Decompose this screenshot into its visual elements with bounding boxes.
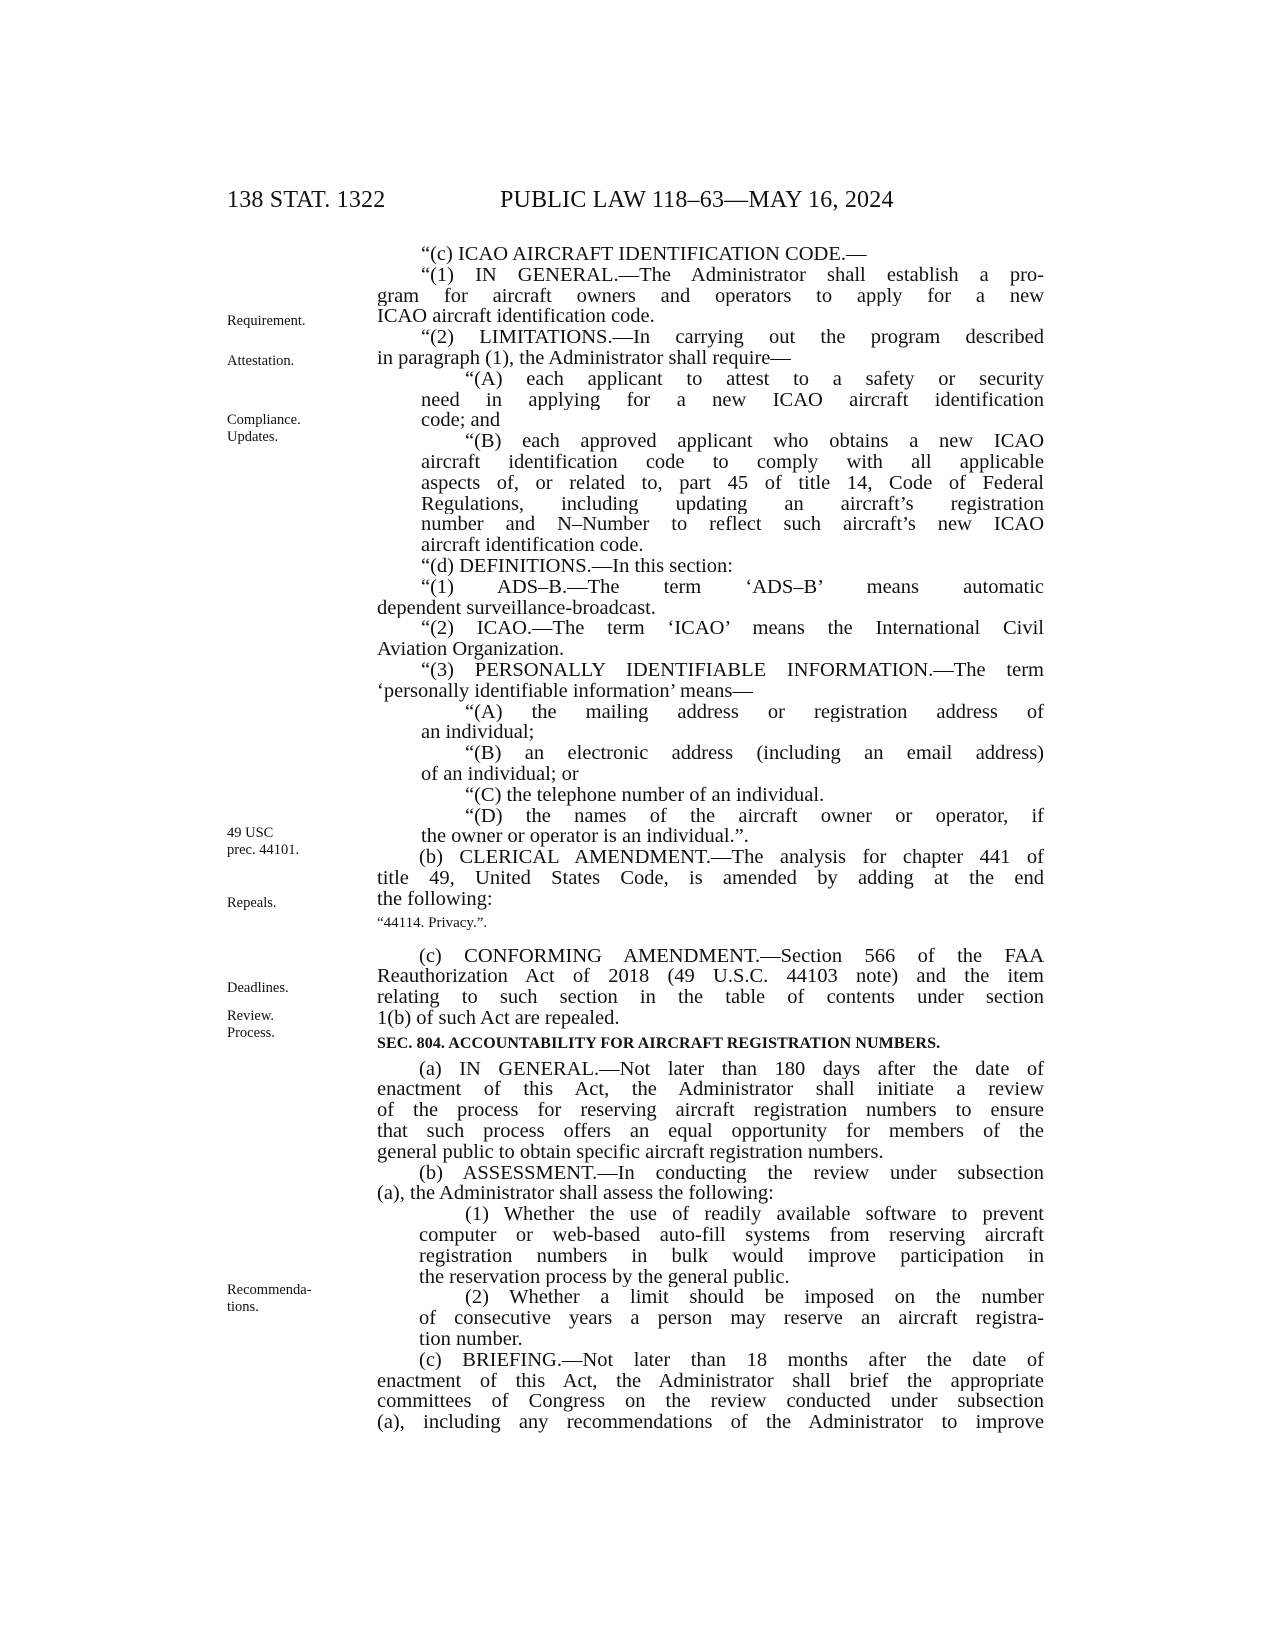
text-line: aircraft identification code.	[421, 535, 644, 556]
margin-note-recommendations-cont: tions.	[227, 1299, 259, 1315]
statute-body	[377, 244, 1044, 1433]
text-line: general public to obtain specific aircraft registration numbers.	[377, 1141, 884, 1163]
text-line: (2) Whether a limit should be imposed on the number	[465, 1287, 1044, 1309]
page-title: PUBLIC LAW 118–63—MAY 16, 2024	[500, 187, 894, 213]
text-line: (a) IN GENERAL.—Not later than 180 days after the date of	[419, 1058, 1044, 1080]
text-line: Aviation Organization.	[377, 639, 565, 660]
margin-note-requirement: Requirement.	[227, 313, 306, 329]
text-line: “(d) DEFINITIONS.—In this section:	[421, 555, 734, 577]
text-line: computer or web-based auto-fill systems from reserving aircraft	[419, 1225, 1044, 1246]
text-line: (c) CONFORMING AMENDMENT.—Section 566 of the FAA	[419, 945, 1044, 967]
text-line: in paragraph (1), the Administrator shall require—	[377, 347, 791, 369]
margin-note-usc-section: prec. 44101.	[227, 842, 300, 858]
text-line: of consecutive years a person may reserve an aircraft registra-	[419, 1308, 1044, 1330]
text-line: “(C) the telephone number of an individual.	[465, 784, 825, 806]
text-line: “(2) LIMITATIONS.—In carrying out the program described	[421, 327, 1044, 348]
text-line: “(A) the mailing address or registration address of	[465, 701, 1044, 723]
text-line: ICAO aircraft identification code.	[377, 306, 655, 328]
margin-note-review: Review.	[227, 1008, 274, 1024]
text-line: gram for aircraft owners and operators to apply for a new	[377, 285, 1044, 307]
text-line: need in applying for a new ICAO aircraft identification	[421, 389, 1044, 411]
text-line: tion number.	[419, 1329, 523, 1350]
text-line: “(c) ICAO AIRCRAFT IDENTIFICATION CODE.—	[421, 244, 867, 265]
text-line: that such process offers an equal opportunity for members of the	[377, 1121, 1044, 1142]
text-line: (c) BRIEFING.—Not later than 18 months after the date of	[419, 1349, 1044, 1371]
text-line: the reservation process by the general public.	[419, 1266, 790, 1288]
text-line: an individual;	[421, 722, 535, 744]
text-line: (b) CLERICAL AMENDMENT.—The analysis for chapter 441 of	[419, 847, 1044, 868]
text-line: Reauthorization Act of 2018 (49 U.S.C. 44103 note) and the item	[377, 966, 1044, 988]
text-line: aspects of, or related to, part 45 of title 14, Code of Federal	[421, 472, 1044, 494]
margin-note-process: Process.	[227, 1025, 275, 1041]
margin-note-repeals: Repeals.	[227, 895, 277, 911]
text-line: ‘personally identifiable information’ means—	[377, 680, 753, 702]
text-line: “(1) IN GENERAL.—The Administrator shall establish a pro-	[421, 264, 1044, 286]
text-line: “(1) ADS–B.—The term ‘ADS–B’ means automatic	[421, 576, 1044, 598]
text-line: “(D) the names of the aircraft owner or operator, if	[465, 805, 1044, 827]
text-line: aircraft identification code to comply with all applicable	[421, 451, 1044, 473]
margin-note-deadlines: Deadlines.	[227, 980, 289, 996]
text-line-small: “44114. Privacy.”.	[377, 914, 488, 931]
text-line: (a), the Administrator shall assess the following:	[377, 1183, 774, 1205]
text-line: “(2) ICAO.—The term ‘ICAO’ means the International Civil	[421, 618, 1044, 640]
text-line: “(A) each applicant to attest to a safety or security	[465, 368, 1044, 390]
text-line: dependent surveillance-broadcast.	[377, 597, 656, 619]
text-line: relating to such section in the table of contents under section	[377, 987, 1044, 1008]
margin-note-attestation: Attestation.	[227, 353, 295, 369]
text-line: number and N–Number to reflect such aircraft’s new ICAO	[421, 514, 1044, 536]
text-line: (1) Whether the use of readily available software to prevent	[465, 1204, 1044, 1226]
text-line: the owner or operator is an individual.”.	[421, 826, 749, 848]
text-line: “(3) PERSONALLY IDENTIFIABLE INFORMATION.—The term	[421, 659, 1044, 681]
margin-note-usc: 49 USC	[227, 825, 274, 841]
text-line: title 49, United States Code, is amended by adding at the end	[377, 867, 1044, 889]
text-line: “(B) each approved applicant who obtains a new ICAO	[465, 431, 1044, 452]
margin-note-updates: Updates.	[227, 429, 279, 445]
margin-note-recommendations: Recommenda-	[227, 1282, 312, 1298]
text-line: “(B) an electronic address (including an email address)	[465, 743, 1044, 764]
text-line: of the process for reserving aircraft registration numbers to ensure	[377, 1100, 1044, 1122]
text-line: Regulations, including updating an aircraft’s registration	[421, 493, 1044, 515]
page-reference: 138 STAT. 1322	[227, 187, 386, 213]
text-line: registration numbers in bulk would improve participation in	[419, 1245, 1044, 1267]
margin-note-compliance: Compliance.	[227, 412, 301, 428]
text-line: code; and	[421, 410, 501, 432]
text-line: (b) ASSESSMENT.—In conducting the review under subsection	[419, 1162, 1044, 1184]
text-line: the following:	[377, 888, 493, 910]
text-line: committees of Congress on the review conducted under subsection	[377, 1391, 1044, 1413]
text-line: of an individual; or	[421, 763, 579, 785]
section-heading: SEC. 804. ACCOUNTABILITY FOR AIRCRAFT REGISTRATION NUMBERS.	[377, 1034, 941, 1052]
text-line: 1(b) of such Act are repealed.	[377, 1007, 620, 1029]
text-line: (a), including any recommendations of the Administrator to improve	[377, 1412, 1044, 1434]
text-line: enactment of this Act, the Administrator shall initiate a review	[377, 1079, 1044, 1101]
text-line: enactment of this Act, the Administrator shall brief the appropriate	[377, 1370, 1044, 1392]
